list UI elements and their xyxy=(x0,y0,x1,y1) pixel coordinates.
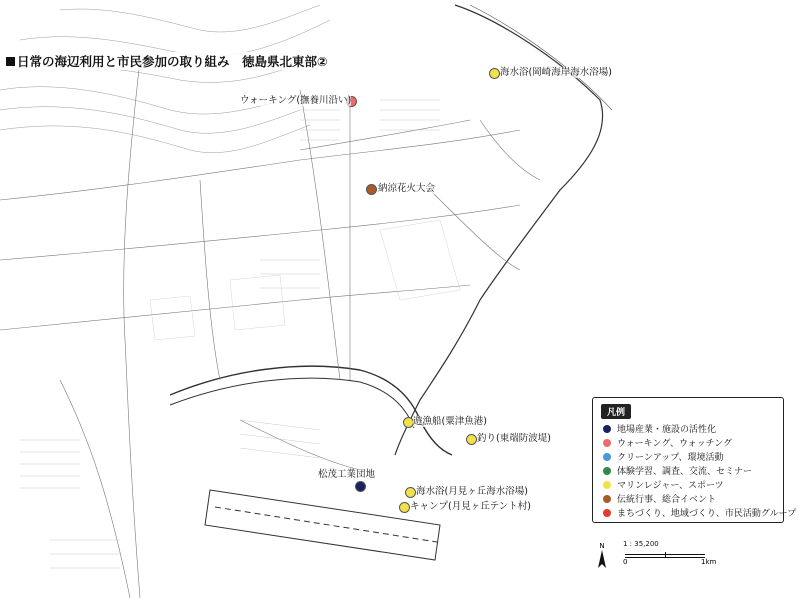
scale-ratio: 1 : 35,200 xyxy=(623,540,659,548)
legend-item xyxy=(603,478,724,491)
legend-swatch-icon xyxy=(603,439,611,447)
label-tsukimigaoka-camp: キャンプ(月見ヶ丘テント村) xyxy=(410,501,531,512)
legend-label: クリーンアップ、環境活動 xyxy=(617,453,724,463)
legend-label: 地場産業・施設の活性化 xyxy=(617,425,717,435)
scale-bar xyxy=(595,540,785,570)
legend-swatch-icon xyxy=(603,453,611,461)
scale-tick xyxy=(665,552,666,558)
marker-fishing-breakwater[interactable] xyxy=(466,434,477,445)
marker-tsukimigaoka-camp[interactable] xyxy=(399,502,410,513)
marker-okazaki-beach[interactable] xyxy=(489,68,500,79)
legend-item xyxy=(603,464,752,477)
legend xyxy=(592,397,797,523)
legend-label: 体験学習、調査、交流、セミナー xyxy=(617,467,753,477)
legend-item xyxy=(603,450,723,463)
legend-label: マリンレジャー、スポーツ xyxy=(617,481,724,491)
label-walking-muya: ウォーキング(撫養川沿い) xyxy=(240,95,352,106)
north-label: N xyxy=(599,542,605,550)
legend-swatch-icon xyxy=(603,481,611,489)
legend-swatch-icon xyxy=(603,495,611,503)
scale-zero: 0 xyxy=(623,558,628,566)
legend-item xyxy=(603,436,732,449)
marker-tsukimigaoka-beach[interactable] xyxy=(405,487,416,498)
label-fireworks: 納涼花火大会 xyxy=(378,183,436,194)
map-title-text: 日常の海辺利用と市民参加の取り組み 徳島県北東部② xyxy=(17,54,328,69)
map-title xyxy=(4,52,330,70)
legend-item xyxy=(603,506,796,519)
legend-swatch-icon xyxy=(603,425,611,433)
marker-industrial-park[interactable] xyxy=(355,481,366,492)
label-tsukimigaoka-beach: 海水浴(月見ヶ丘海水浴場) xyxy=(416,486,528,497)
legend-title: 凡例 xyxy=(601,404,631,419)
label-okazaki-beach: 海水浴(岡崎海岸海水浴場) xyxy=(500,67,612,78)
label-industrial-park: 松茂工業団地 xyxy=(318,469,376,480)
legend-swatch-icon xyxy=(603,509,611,517)
north-arrow-icon xyxy=(595,540,609,570)
scale-km: 1km xyxy=(701,558,717,566)
legend-label: まちづくり、地域づくり、市民活動グループ xyxy=(617,509,797,519)
label-fishing-boat: 遊漁船(粟津魚港) xyxy=(413,416,487,427)
legend-label: 伝統行事、総合イベント xyxy=(617,495,717,505)
legend-item xyxy=(603,492,716,505)
title-square-icon xyxy=(6,57,15,66)
legend-item xyxy=(603,422,716,435)
marker-fireworks[interactable] xyxy=(366,184,377,195)
legend-swatch-icon xyxy=(603,467,611,475)
legend-label: ウォーキング、ウォッチング xyxy=(617,439,733,449)
label-fishing-breakwater: 釣り(東端防波堤) xyxy=(477,433,551,444)
